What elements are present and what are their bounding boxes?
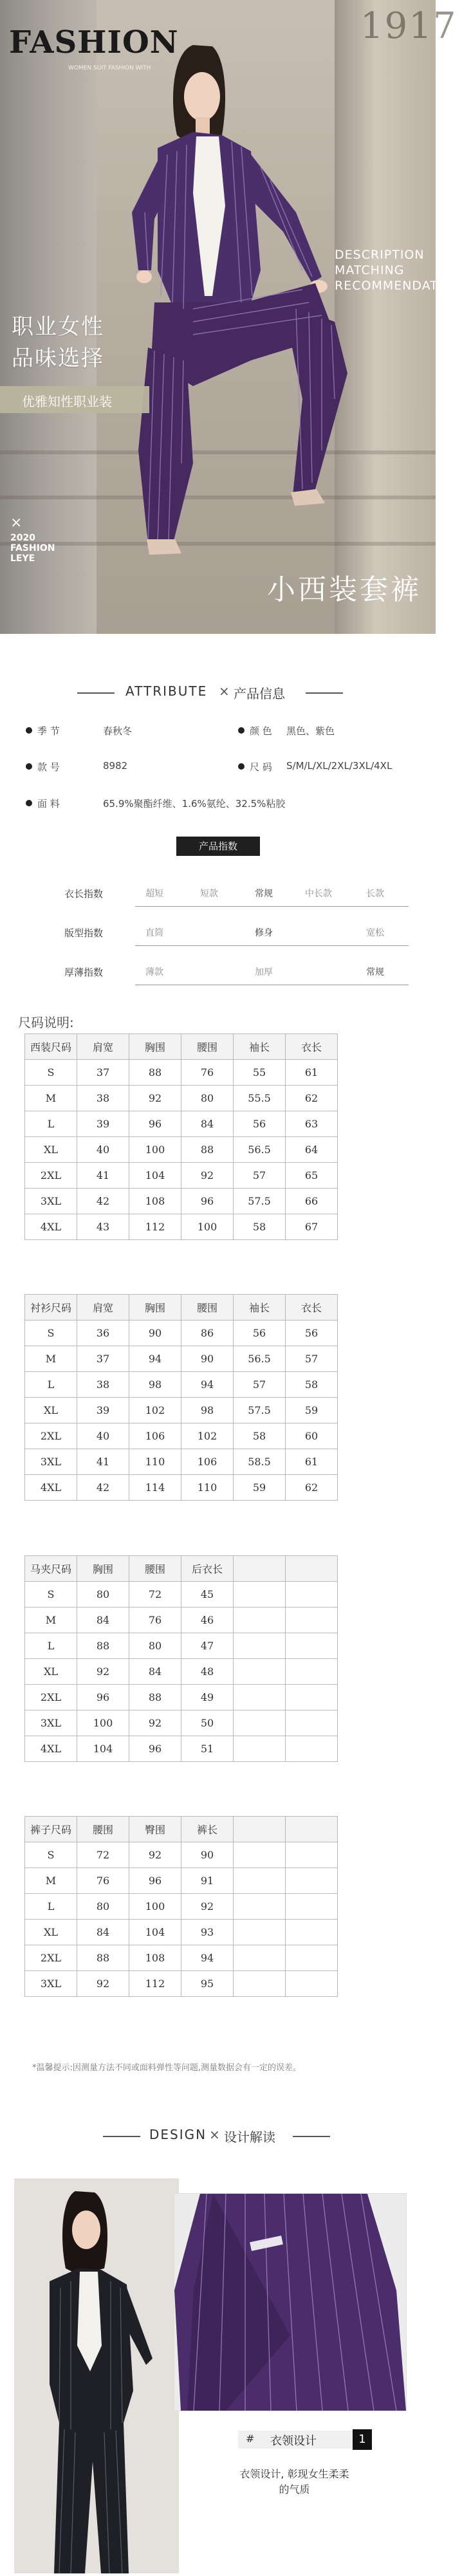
bullet-icon	[26, 763, 32, 770]
table-cell: 80	[181, 1086, 234, 1111]
size-chart-title: 尺码说明:	[18, 1015, 74, 1030]
table-row	[25, 1214, 338, 1240]
table-cell: 112	[129, 1214, 181, 1240]
table-cell: 92	[77, 1971, 129, 1997]
collar-detail-figure	[174, 2194, 406, 2411]
table-cell: 57.5	[234, 1189, 286, 1214]
table-cell: 57	[234, 1163, 286, 1189]
bullet-icon	[26, 727, 32, 734]
table-cell: 104	[129, 1920, 181, 1945]
table-cell: L	[25, 1894, 77, 1920]
table-header-cell: 裤长	[181, 1817, 234, 1842]
bullet-icon	[238, 727, 245, 734]
table-row	[25, 1372, 338, 1398]
table-row	[25, 1189, 338, 1214]
table-cell	[286, 1868, 338, 1894]
table-cell: 59	[234, 1475, 286, 1501]
table-header-cell: 袖长	[234, 1034, 286, 1060]
table-cell: 57.5	[234, 1398, 286, 1423]
table-row	[25, 1398, 338, 1423]
table-row	[25, 1659, 338, 1685]
table-row	[25, 1685, 338, 1710]
table-cell: 104	[77, 1736, 129, 1762]
index-option: 加厚	[255, 967, 273, 978]
index-label: 版型指数	[64, 927, 104, 939]
table-cell: 51	[181, 1736, 234, 1762]
table-cell: 93	[181, 1920, 234, 1945]
table-header-cell: 袖长	[234, 1295, 286, 1320]
table-row	[25, 1633, 338, 1659]
table-header-cell: 肩宽	[77, 1034, 129, 1060]
table-cell: 88	[77, 1945, 129, 1971]
table-cell: 94	[181, 1372, 234, 1398]
design-caption-description: 衣领设计, 彰现女生柔柔的气质	[239, 2468, 349, 2496]
table-cell: 92	[77, 1659, 129, 1685]
table-cell: 98	[181, 1398, 234, 1423]
table-cell: 100	[129, 1894, 181, 1920]
table-header-row	[25, 1034, 338, 1060]
design-caption-number: 1	[353, 2429, 372, 2450]
hash-icon: #	[246, 2432, 255, 2445]
table-cell: 95	[181, 1971, 234, 1997]
table-cell: 2XL	[25, 1423, 77, 1449]
table-row	[25, 1920, 338, 1945]
table-header-cell: 胸围	[77, 1556, 129, 1582]
table-cell: 3XL	[25, 1189, 77, 1214]
table-cell: 40	[77, 1423, 129, 1449]
table-row	[25, 1111, 338, 1137]
table-cell: 42	[77, 1475, 129, 1501]
table-cell: L	[25, 1111, 77, 1137]
table-cell: XL	[25, 1920, 77, 1945]
table-cell: 3XL	[25, 1710, 77, 1736]
table-cell	[234, 1659, 286, 1685]
table-cell: 61	[286, 1060, 338, 1086]
index-option-selected: 常规	[366, 967, 384, 978]
table-cell	[286, 1920, 338, 1945]
table-header-cell: 臀围	[129, 1817, 181, 1842]
hero-engraved-number: 1917	[360, 5, 457, 47]
attr-fabric-key: 面 料	[37, 798, 60, 810]
table-header-cell: 后衣长	[181, 1556, 234, 1582]
table-cell: 56	[234, 1320, 286, 1346]
table-cell	[234, 1971, 286, 1997]
table-cell: 88	[129, 1060, 181, 1086]
table-cell	[286, 1633, 338, 1659]
table-cell: 100	[129, 1137, 181, 1163]
hero-banner	[0, 0, 471, 634]
table-cell: 58	[286, 1372, 338, 1398]
table-cell: 76	[77, 1868, 129, 1894]
attribute-section-header	[0, 683, 436, 703]
table-cell: 88	[77, 1633, 129, 1659]
table-cell: M	[25, 1086, 77, 1111]
table-header-cell	[234, 1817, 286, 1842]
table-cell: 56.5	[234, 1346, 286, 1372]
table-cell: 3XL	[25, 1449, 77, 1475]
table-cell: 62	[286, 1475, 338, 1501]
table-cell: 92	[129, 1086, 181, 1111]
index-option: 直筒	[145, 928, 163, 938]
table-cell: 106	[181, 1449, 234, 1475]
index-option: 短款	[200, 889, 218, 899]
table-row	[25, 1137, 338, 1163]
table-cell: 96	[129, 1868, 181, 1894]
table-row	[25, 1475, 338, 1501]
table-cell: 62	[286, 1086, 338, 1111]
table-header-cell: 胸围	[129, 1034, 181, 1060]
hero-fashion-wordmark: FASHION	[9, 24, 179, 60]
table-cell: 2XL	[25, 1685, 77, 1710]
table-cell: 56	[286, 1320, 338, 1346]
hero-small-caption: WOMEN SUIT FASHION WITH	[68, 65, 151, 71]
index-option-selected: 修身	[255, 928, 273, 938]
index-option: 宽松	[366, 928, 384, 938]
table-cell: 55	[234, 1060, 286, 1086]
hero-english-text	[335, 247, 471, 293]
table-row	[25, 1710, 338, 1736]
attribute-header-cn: 产品信息	[234, 686, 285, 701]
table-cell: 98	[129, 1372, 181, 1398]
design-caption-label: 衣领设计	[270, 2434, 317, 2448]
bullet-icon	[238, 763, 245, 770]
attr-code-value: 8982	[103, 760, 128, 772]
attr-season-value: 春秋冬	[103, 725, 133, 737]
table-cell: 80	[77, 1894, 129, 1920]
table-cell: 80	[77, 1582, 129, 1608]
table-cell: 84	[181, 1111, 234, 1137]
table-header-cell: 腰围	[181, 1295, 234, 1320]
table-cell: L	[25, 1633, 77, 1659]
table-header-cell	[234, 1556, 286, 1582]
table-header-row	[25, 1295, 338, 1320]
design-header-x: ×	[209, 2127, 220, 2142]
vest-size-table	[24, 1555, 338, 1762]
table-cell: 92	[181, 1894, 234, 1920]
table-row	[25, 1163, 338, 1189]
table-header-row	[25, 1817, 338, 1842]
pants-size-table	[24, 1816, 338, 1997]
table-cell: 48	[181, 1659, 234, 1685]
table-cell: 110	[181, 1475, 234, 1501]
table-row	[25, 1320, 338, 1346]
index-option: 薄款	[145, 967, 163, 978]
table-cell	[234, 1608, 286, 1633]
table-cell: 67	[286, 1214, 338, 1240]
table-header-cell: 裤子尺码	[25, 1817, 77, 1842]
table-cell: 39	[77, 1398, 129, 1423]
suit-size-table	[24, 1033, 338, 1240]
table-cell	[234, 1582, 286, 1608]
table-cell: 96	[77, 1685, 129, 1710]
table-cell: 100	[181, 1214, 234, 1240]
table-cell: 84	[77, 1920, 129, 1945]
design-header-en: DESIGN	[149, 2127, 207, 2142]
table-cell: 104	[129, 1163, 181, 1189]
table-cell: 94	[129, 1346, 181, 1372]
shirt-size-table	[24, 1294, 338, 1501]
table-cell: 102	[181, 1423, 234, 1449]
table-cell: 56	[234, 1111, 286, 1137]
table-cell: 58	[234, 1214, 286, 1240]
table-cell	[234, 1685, 286, 1710]
collar-detail-photo	[174, 2193, 407, 2411]
table-cell: 112	[129, 1971, 181, 1997]
table-cell: 38	[77, 1372, 129, 1398]
table-row	[25, 1736, 338, 1762]
hero-year-label: 2020 FASHION LEYE	[10, 533, 55, 564]
dark-suit-figure	[14, 2178, 179, 2573]
table-cell: 41	[77, 1163, 129, 1189]
hero-eng-line-1: DESCRIPTION	[335, 248, 425, 262]
table-cell: 45	[181, 1582, 234, 1608]
table-header-row	[25, 1556, 338, 1582]
attribute-header-x: ×	[219, 683, 230, 699]
table-cell: 47	[181, 1633, 234, 1659]
table-cell: 86	[181, 1320, 234, 1346]
table-row	[25, 1868, 338, 1894]
table-cell: 114	[129, 1475, 181, 1501]
index-option-selected: 常规	[255, 889, 273, 899]
index-option: 超短	[145, 889, 163, 899]
table-row	[25, 1086, 338, 1111]
design-section-header	[0, 2127, 436, 2146]
table-cell	[286, 1685, 338, 1710]
table-cell: 55.5	[234, 1086, 286, 1111]
table-cell: 102	[129, 1398, 181, 1423]
index-rule	[135, 945, 409, 946]
table-cell: 84	[129, 1659, 181, 1685]
header-rule-right	[293, 2136, 330, 2137]
index-option: 中长款	[305, 889, 332, 899]
table-cell: 2XL	[25, 1163, 77, 1189]
table-row	[25, 1423, 338, 1449]
table-cell	[234, 1736, 286, 1762]
table-cell: 49	[181, 1685, 234, 1710]
table-cell: 58.5	[234, 1449, 286, 1475]
table-cell: 40	[77, 1137, 129, 1163]
design-model-photo	[14, 2178, 179, 2573]
hero-x-mark: ×	[10, 515, 23, 531]
table-cell: 84	[77, 1608, 129, 1633]
hero-eng-line-3: RECOMMENDATIONS	[335, 279, 471, 293]
table-header-cell: 胸围	[129, 1295, 181, 1320]
table-header-cell: 腰围	[129, 1556, 181, 1582]
table-cell: 64	[286, 1137, 338, 1163]
table-cell: 37	[77, 1060, 129, 1086]
table-cell: 4XL	[25, 1475, 77, 1501]
table-header-cell: 西装尺码	[25, 1034, 77, 1060]
table-row	[25, 1449, 338, 1475]
table-cell: 100	[77, 1710, 129, 1736]
table-header-cell: 腰围	[181, 1034, 234, 1060]
table-cell: 65	[286, 1163, 338, 1189]
hero-title-text: 小西装套裤	[267, 573, 421, 606]
table-cell: 90	[129, 1320, 181, 1346]
table-cell: 3XL	[25, 1971, 77, 1997]
table-cell: 38	[77, 1086, 129, 1111]
table-cell: 72	[129, 1582, 181, 1608]
table-cell: M	[25, 1868, 77, 1894]
table-cell: 42	[77, 1189, 129, 1214]
table-cell: 108	[129, 1945, 181, 1971]
table-row	[25, 1346, 338, 1372]
table-cell: 96	[129, 1736, 181, 1762]
header-rule-left	[77, 692, 115, 694]
attr-color-value: 黑色、紫色	[286, 725, 335, 737]
table-cell: 37	[77, 1346, 129, 1372]
table-cell	[286, 1710, 338, 1736]
table-cell: 92	[129, 1710, 181, 1736]
index-option: 长款	[366, 889, 384, 899]
table-cell: 94	[181, 1945, 234, 1971]
table-cell: 43	[77, 1214, 129, 1240]
table-row	[25, 1945, 338, 1971]
table-row	[25, 1894, 338, 1920]
attribute-header-en: ATTRIBUTE	[125, 683, 208, 699]
table-header-cell	[286, 1817, 338, 1842]
table-cell	[286, 1894, 338, 1920]
table-cell: 76	[181, 1060, 234, 1086]
bullet-icon	[26, 800, 32, 806]
table-cell	[234, 1945, 286, 1971]
table-cell	[286, 1582, 338, 1608]
table-cell: 90	[181, 1842, 234, 1868]
table-cell: 72	[77, 1842, 129, 1868]
measurement-note: *温馨提示:因测量方法不同或面料弹性等问题,测量数据会有一定的误差。	[32, 2063, 302, 2073]
table-row	[25, 1842, 338, 1868]
attr-fabric-value: 65.9%聚酯纤维、1.6%氨纶、32.5%粘胶	[103, 798, 286, 810]
table-cell: 66	[286, 1189, 338, 1214]
table-row	[25, 1608, 338, 1633]
table-cell	[286, 1971, 338, 1997]
table-header-cell	[286, 1556, 338, 1582]
hero-eng-line-2: MATCHING	[335, 263, 405, 277]
table-cell: 80	[129, 1633, 181, 1659]
attr-size-value: S/M/L/XL/2XL/3XL/4XL	[286, 760, 392, 772]
table-cell: 41	[77, 1449, 129, 1475]
index-label: 衣长指数	[64, 888, 104, 900]
table-cell	[234, 1633, 286, 1659]
table-row	[25, 1582, 338, 1608]
table-cell	[286, 1842, 338, 1868]
table-cell: S	[25, 1060, 77, 1086]
table-cell: 59	[286, 1398, 338, 1423]
header-rule-left	[103, 2136, 140, 2137]
table-cell: M	[25, 1608, 77, 1633]
table-cell: XL	[25, 1137, 77, 1163]
product-index-badge: 产品指数	[176, 837, 260, 856]
table-cell: 91	[181, 1868, 234, 1894]
table-header-cell: 腰围	[77, 1817, 129, 1842]
table-cell: 63	[286, 1111, 338, 1137]
attr-color-key: 颜 色	[250, 725, 272, 737]
hero-cn-line-2: 品味选择	[12, 346, 104, 371]
hero-product-title	[0, 566, 436, 607]
table-cell	[286, 1608, 338, 1633]
index-rule	[135, 906, 409, 907]
table-cell: M	[25, 1346, 77, 1372]
index-label: 厚薄指数	[64, 967, 104, 978]
table-cell: 92	[181, 1163, 234, 1189]
table-cell	[234, 1868, 286, 1894]
table-cell: 96	[181, 1189, 234, 1214]
table-cell: 4XL	[25, 1736, 77, 1762]
table-cell: 60	[286, 1423, 338, 1449]
table-cell: S	[25, 1320, 77, 1346]
table-cell: 56.5	[234, 1137, 286, 1163]
table-header-cell: 衣长	[286, 1034, 338, 1060]
attr-season-key: 季 节	[37, 725, 60, 737]
header-rule-right	[306, 692, 343, 694]
table-row	[25, 1971, 338, 1997]
table-cell: S	[25, 1842, 77, 1868]
table-cell: 57	[234, 1372, 286, 1398]
table-cell: 76	[129, 1608, 181, 1633]
table-cell	[286, 1945, 338, 1971]
design-header-cn: 设计解读	[224, 2129, 275, 2145]
table-cell: 106	[129, 1423, 181, 1449]
hero-cn-line-1: 职业女性	[12, 314, 104, 340]
table-row	[25, 1060, 338, 1086]
table-cell: 57	[286, 1346, 338, 1372]
table-cell: 110	[129, 1449, 181, 1475]
table-cell: 2XL	[25, 1945, 77, 1971]
table-cell: 88	[181, 1137, 234, 1163]
table-cell: 61	[286, 1449, 338, 1475]
table-cell: XL	[25, 1398, 77, 1423]
table-cell: 58	[234, 1423, 286, 1449]
table-header-cell: 肩宽	[77, 1295, 129, 1320]
attr-size-key: 尺 码	[250, 761, 272, 773]
table-cell: 39	[77, 1111, 129, 1137]
table-cell: L	[25, 1372, 77, 1398]
table-cell: 108	[129, 1189, 181, 1214]
table-header-cell: 衣长	[286, 1295, 338, 1320]
table-cell	[286, 1736, 338, 1762]
table-cell	[234, 1842, 286, 1868]
table-cell	[286, 1659, 338, 1685]
table-cell: XL	[25, 1659, 77, 1685]
table-cell: 50	[181, 1710, 234, 1736]
table-cell: 90	[181, 1346, 234, 1372]
attr-code-key: 款 号	[37, 761, 60, 773]
table-cell: 92	[129, 1842, 181, 1868]
table-cell: 96	[129, 1111, 181, 1137]
table-cell: 88	[129, 1685, 181, 1710]
table-cell: S	[25, 1582, 77, 1608]
table-cell	[234, 1920, 286, 1945]
hero-band-text: 优雅知性职业装	[22, 394, 112, 409]
table-header-cell: 衬衫尺码	[25, 1295, 77, 1320]
hero-cn-heading	[12, 309, 104, 372]
table-cell	[234, 1710, 286, 1736]
table-cell: 4XL	[25, 1214, 77, 1240]
table-cell: 46	[181, 1608, 234, 1633]
table-header-cell: 马夹尺码	[25, 1556, 77, 1582]
table-cell: 36	[77, 1320, 129, 1346]
table-cell	[234, 1894, 286, 1920]
